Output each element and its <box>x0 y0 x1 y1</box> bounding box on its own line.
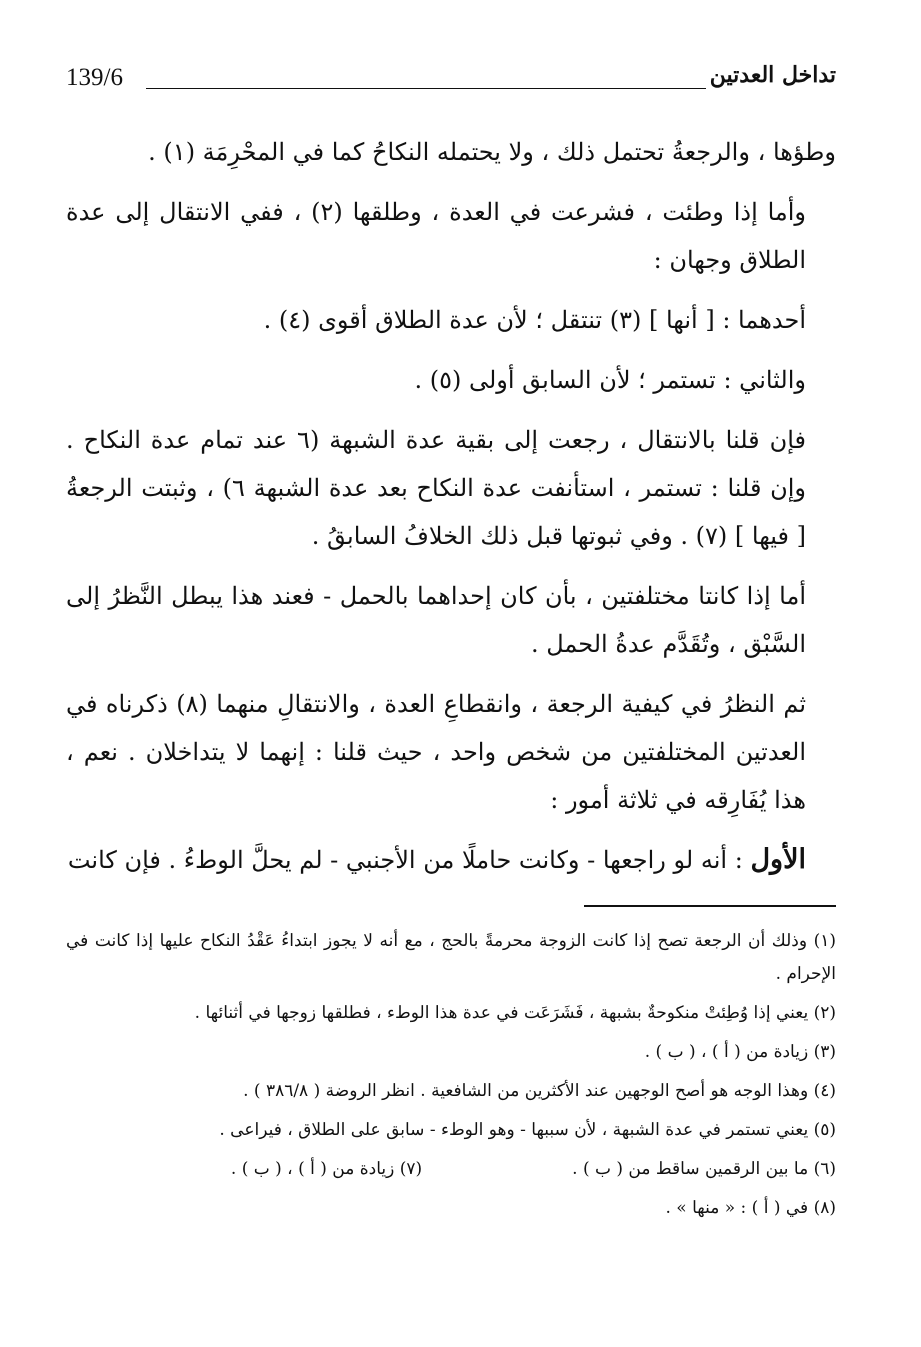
main-text <box>66 128 836 888</box>
paragraph-6: أما إذا كانتا مختلفتين ، بأن كان إحداهما بالحمل - فعند هذا يبطل النَّظرُ إلى السَّبْق ، وتُقَدَّم عدةُ الحمل . <box>66 582 806 658</box>
page-header <box>66 58 836 94</box>
footnote-row-6-7 <box>66 1153 836 1186</box>
paragraph-3: أحدهما : [ أنها ] (٣) تنتقل ؛ لأن عدة الطلاق أقوى (٤) . <box>263 306 806 334</box>
footnote-8: (٨) في ( أ ) : « منها » . <box>665 1198 836 1218</box>
page-number: 139/6 <box>66 64 123 91</box>
paragraph-2: وأما إذا وطئت ، فشرعت في العدة ، وطلقها (٢) ، ففي الانتقال إلى عدة الطلاق وجهان : <box>66 198 806 274</box>
header-rule <box>146 88 706 89</box>
footnote-6: (٦) ما بين الرقمين ساقط من ( ب ) . <box>572 1159 836 1179</box>
footnote-separator <box>584 905 836 907</box>
footnote-1: (١) وذلك أن الرجعة تصح إذا كانت الزوجة محرمةً بالحج ، مع أنه لا يجوز ابتداءُ عَقْدُ النكاح عليها إذا كانت في الإحرام . <box>66 931 836 984</box>
footnote-5: (٥) يعني تستمر في عدة الشبهة ، لأن سببها - وهو الوطء - سابق على الطلاق ، فيراعى . <box>219 1120 836 1140</box>
paragraph-8-lead: الأول <box>750 844 806 875</box>
paragraph-7: ثم النظرُ في كيفية الرجعة ، وانقطاعِ العدة ، والانتقالِ منهما (٨) ذكرناه في العدتين المختلفتين من شخص واحد ، حيث قلنا : إنهما لا يتداخلان . نعم ، هذا يُفَارِقه في ثلاثة أمور : <box>66 690 806 814</box>
footnotes <box>66 925 836 1285</box>
paragraph-5: فإن قلنا بالانتقال ، رجعت إلى بقية عدة الشبهة (٦ عند تمام عدة النكاح . وإن قلنا : تستمر ، استأنفت عدة النكاح بعد عدة الشبهة ٦) ، وثبتت الرجعةُ [ فيها ] (٧) . وفي ثبوتها قبل ذلك الخلافُ السابقُ . <box>66 426 807 550</box>
footnote-7: (٧) زيادة من ( أ ) ، ( ب ) . <box>230 1159 423 1179</box>
paragraph-4: والثاني : تستمر ؛ لأن السابق أولى (٥) . <box>414 366 806 394</box>
paragraph-8 <box>66 836 836 884</box>
footnote-2: (٢) يعني إذا وُطِئتْ منكوحةٌ بشبهة ، فَشَرَعَت في عدة هذا الوطء ، فطلقها زوجها في أثنائها . <box>194 1003 836 1023</box>
paragraph-1: وطؤها ، والرجعةُ تحتمل ذلك ، ولا يحتمله النكاحُ كما في المحْرِمَة (١) . <box>148 138 836 166</box>
running-title: تداخل العدتين <box>709 62 836 88</box>
footnote-4: (٤) وهذا الوجه هو أصح الوجهين عند الأكثرين من الشافعية . انظر الروضة ( ٣٨٦/٨ ) . <box>243 1081 836 1101</box>
paragraph-8-text: : أنه لو راجعها - وكانت حاملًا من الأجنبي - لم يحلَّ الوطءُ . فإن كانت <box>67 846 743 874</box>
footnote-3: (٣) زيادة من ( أ ) ، ( ب ) . <box>644 1042 836 1062</box>
